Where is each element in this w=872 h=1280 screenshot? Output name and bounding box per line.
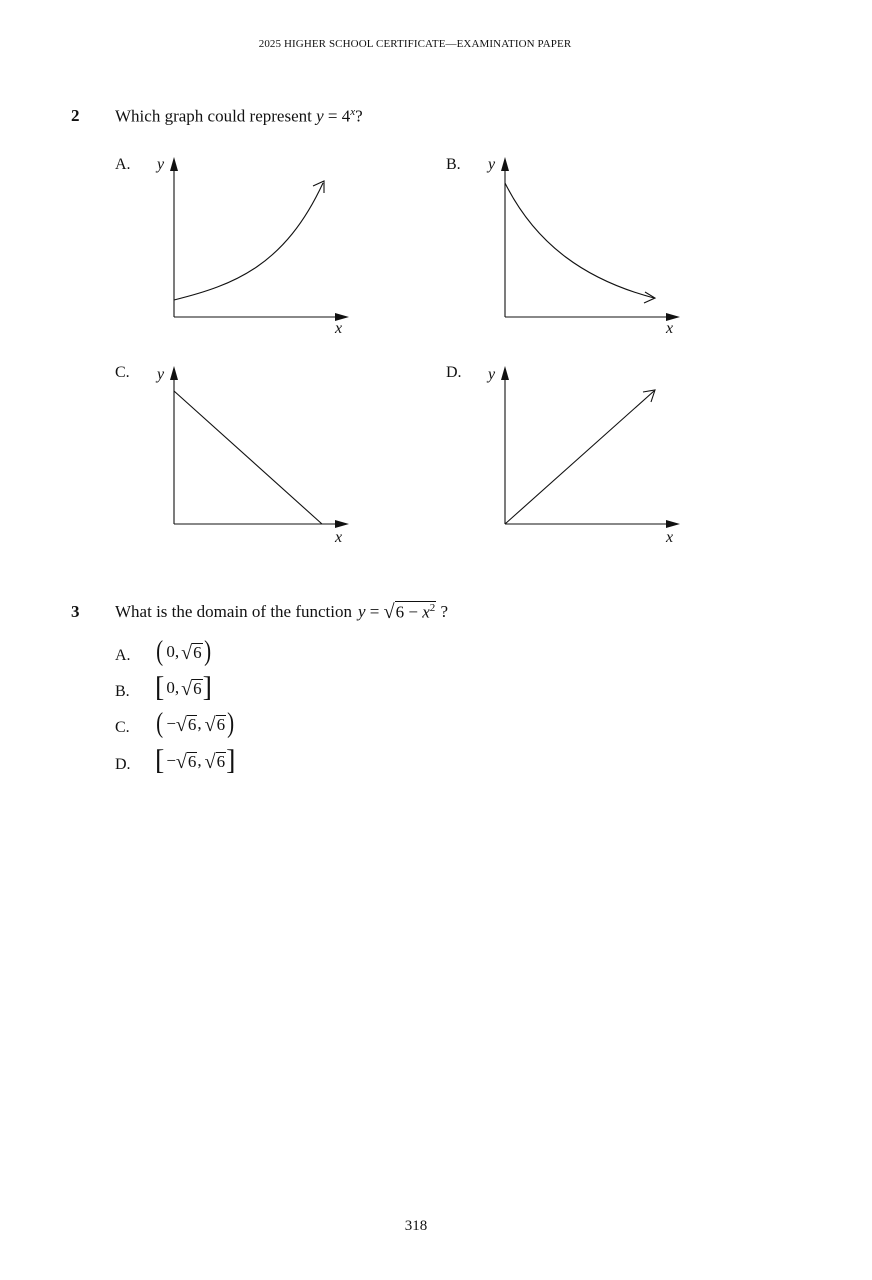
radicand-var: x	[422, 602, 430, 622]
sqrt-icon: √	[181, 677, 193, 700]
interval-left: 6	[187, 715, 197, 735]
interval-left: 0,	[166, 678, 180, 697]
question-3-radical	[384, 599, 437, 622]
q2-option-d-letter: D.	[446, 364, 462, 381]
x-axis-arrow-icon	[666, 313, 680, 321]
open-bracket: [	[155, 745, 165, 776]
q2-option-b-letter: B.	[446, 156, 461, 173]
comma: ,	[197, 714, 202, 733]
open-paren: (	[156, 636, 164, 667]
q3-option-c-answer	[155, 710, 235, 738]
decreasing-line	[174, 391, 322, 524]
close-bracket: ]	[226, 745, 236, 776]
comma: ,	[197, 751, 202, 770]
sqrt-icon: √	[181, 641, 193, 664]
x-axis-arrow-icon	[335, 313, 349, 321]
q2-option-c-y-label: y	[157, 366, 165, 383]
q2-option-b-graph	[496, 155, 686, 325]
question-3-prompt: What is the domain of the function	[115, 602, 352, 622]
question-3-expr-eq: =	[365, 602, 384, 622]
open-paren: (	[156, 708, 164, 739]
q3-option-a-letter: A.	[115, 647, 131, 664]
close-paren: )	[203, 636, 211, 667]
q2-option-c-letter: C.	[115, 364, 130, 381]
interval-left: 0,	[166, 642, 180, 661]
sqrt-icon: √	[383, 601, 395, 624]
sqrt-icon: √	[175, 713, 187, 736]
interval-right-radical	[205, 713, 226, 735]
q2-option-b-x-label: x	[666, 320, 674, 337]
interval-right: 6	[193, 679, 202, 699]
q2-option-d-x-label: x	[666, 529, 674, 546]
q2-option-c-x-label: x	[335, 529, 343, 546]
q3-option-d-letter: D.	[115, 756, 131, 773]
y-axis-arrow-icon	[501, 157, 509, 171]
interval-left: 6	[187, 752, 197, 772]
page-number: 318	[404, 1218, 428, 1234]
q2-option-c-graph	[165, 364, 355, 534]
interval-right-radical	[181, 641, 202, 663]
q2-option-d-y-label: y	[488, 366, 496, 383]
question-2-number: 2	[71, 106, 80, 125]
open-bracket: [	[155, 672, 165, 703]
y-axis-arrow-icon	[170, 157, 178, 171]
q2-option-b-y-label: y	[488, 156, 496, 173]
interval-right-radical	[205, 750, 226, 772]
sqrt-icon: √	[175, 750, 187, 773]
question-2-prompt: Which graph could represent	[115, 106, 312, 126]
q2-option-a-graph	[165, 155, 355, 325]
question-2-expr-y: y	[316, 106, 324, 126]
sqrt-icon: √	[204, 750, 216, 773]
interval-right: 6	[216, 715, 226, 735]
exponential-growth-curve	[174, 183, 323, 300]
q3-option-b-letter: B.	[115, 683, 130, 700]
question-2-expr-end: ?	[355, 106, 363, 126]
question-3-radicand	[395, 601, 437, 622]
q3-option-b-answer	[155, 674, 212, 702]
interval-left-radical	[176, 750, 197, 772]
y-axis-arrow-icon	[170, 366, 178, 380]
x-axis-arrow-icon	[335, 520, 349, 528]
question-3-expr-end: ?	[436, 602, 449, 622]
question-2-expr-eq: = 4	[323, 106, 351, 126]
radicand-const: 6 −	[395, 602, 423, 622]
question-2-text	[115, 106, 363, 127]
close-bracket: ]	[202, 672, 212, 703]
q3-option-c-letter: C.	[115, 719, 130, 736]
exponential-decay-curve	[505, 183, 654, 298]
question-2-expr-exp: x	[350, 106, 356, 118]
interval-right-radical	[181, 677, 202, 699]
q2-option-a-x-label: x	[335, 320, 343, 337]
q2-option-d-graph	[496, 364, 686, 534]
increasing-line	[505, 391, 654, 524]
q2-option-a-letter: A.	[115, 156, 131, 173]
q3-option-a-answer	[155, 638, 212, 666]
interval-left-sign: −	[166, 714, 176, 733]
interval-left-sign: −	[166, 751, 176, 770]
question-3-number: 3	[71, 602, 80, 621]
question-3-expr-y: y	[358, 602, 366, 622]
curve-arrow-icon	[644, 292, 655, 303]
q2-option-a-y-label: y	[157, 156, 165, 173]
question-3-text	[115, 599, 448, 622]
x-axis-arrow-icon	[666, 520, 680, 528]
sqrt-icon: √	[204, 713, 216, 736]
close-paren: )	[227, 708, 235, 739]
interval-left-radical	[176, 713, 197, 735]
q3-option-d-answer	[155, 747, 235, 775]
page-header: 2025 HIGHER SCHOOL CERTIFICATE—EXAMINATION PAPER	[258, 38, 572, 50]
interval-right: 6	[193, 643, 202, 663]
interval-right: 6	[216, 752, 226, 772]
y-axis-arrow-icon	[501, 366, 509, 380]
radicand-exp: 2	[429, 602, 436, 614]
